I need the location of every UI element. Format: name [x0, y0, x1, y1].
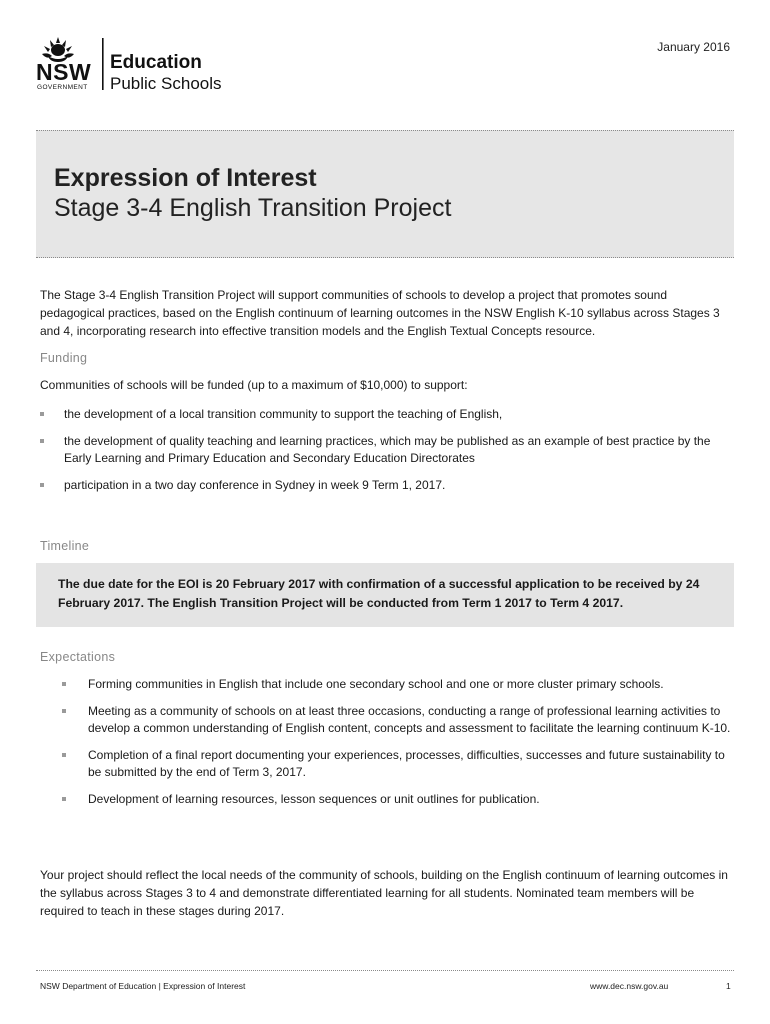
bullet-square-icon — [62, 709, 66, 713]
bullet-square-icon — [62, 797, 66, 801]
list-item-text: Forming communities in English that include one secondary school and one or more cluster primary schools. — [88, 677, 664, 691]
footer-divider — [36, 970, 734, 971]
funding-list — [40, 406, 734, 504]
funding-heading: Funding — [40, 351, 88, 365]
expectations-heading: Expectations — [40, 650, 116, 664]
closing-paragraph: Your project should reflect the local needs of the community of schools, building on the English continuum of learning outcomes in the syllabus across Stages 3 to 4 and demonstrate differentiated learning for all students. Nominated team members will be required to teach in these stages during 2017. — [40, 868, 728, 918]
bullet-square-icon — [40, 439, 44, 443]
page-title: Expression of Interest — [54, 164, 317, 192]
logo-public-schools: Public Schools — [110, 74, 222, 93]
funding-lead: Communities of schools will be funded (up to a maximum of $10,000) to support: — [40, 378, 468, 392]
list-item — [62, 791, 734, 808]
bullet-square-icon — [62, 682, 66, 686]
list-item-text: Meeting as a community of schools on at least three occasions, conducting a range of professional learning activities to develop a common understanding of English content, concepts and assessment to facilitate the learning continuum K-10. — [88, 704, 731, 735]
list-item-text: the development of quality teaching and learning practices, which may be published as an example of best practice by the Early Learning and Primary Education and Secondary Education Directorates — [64, 434, 711, 465]
list-item — [62, 703, 734, 737]
footer-department: NSW Department of Education | Expression of Interest — [40, 981, 246, 991]
timeline-heading: Timeline — [40, 539, 90, 553]
intro-paragraph: The Stage 3-4 English Transition Project will support communities of schools to develop a project that promotes sound pedagogical practices, based on the English continuum of learning outcomes in the NSW English K-10 syllabus across Stages 3 and 4, incorporating research into effective transition models and the English Textual Concepts resource. — [40, 288, 720, 338]
expectations-list — [62, 676, 734, 818]
bullet-square-icon — [40, 483, 44, 487]
bullet-square-icon — [40, 412, 44, 416]
timeline-text: The due date for the EOI is 20 February 2017 with confirmation of a successful application to be received by 24 February 2017. The English Transition Project will be conducted from Term 1 2017 to Term 4 2017. — [58, 577, 700, 610]
list-item — [62, 747, 734, 781]
page-subtitle: Stage 3-4 English Transition Project — [54, 194, 452, 222]
list-item-text: Development of learning resources, lesson sequences or unit outlines for publication. — [88, 792, 540, 806]
list-item — [62, 676, 734, 693]
list-item-text: the development of a local transition community to support the teaching of English, — [64, 407, 503, 421]
logo-wordmark: NSW — [36, 59, 92, 85]
list-item — [40, 433, 734, 467]
list-item-text: participation in a two day conference in Sydney in week 9 Term 1, 2017. — [64, 478, 446, 492]
document-date: January 2016 — [657, 40, 730, 54]
list-item-text: Completion of a final report documenting your experiences, processes, difficulties, successes and future sustainability to be submitted by the end of Term 3, 2017. — [88, 748, 725, 779]
list-item — [40, 477, 734, 494]
bullet-square-icon — [62, 753, 66, 757]
logo-government: GOVERNMENT — [37, 84, 88, 91]
footer-url: www.dec.nsw.gov.au — [590, 981, 669, 991]
list-item — [40, 406, 734, 423]
page-number: 1 — [726, 981, 731, 991]
logo-education: Education — [110, 52, 202, 73]
